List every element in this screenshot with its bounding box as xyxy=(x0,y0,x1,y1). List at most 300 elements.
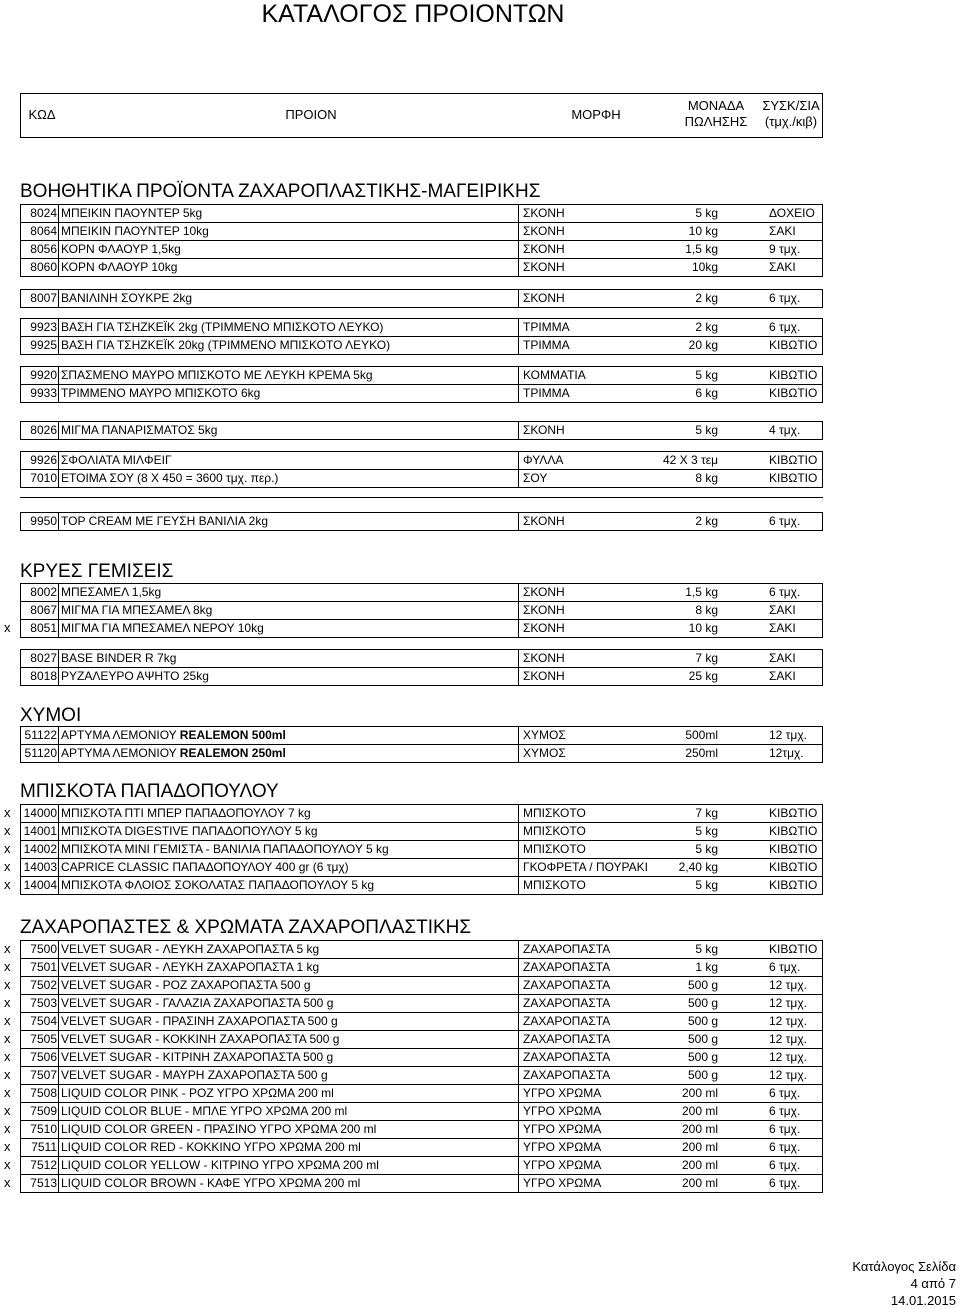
product-name-text: BASE BINDER R 7kg xyxy=(61,651,177,665)
product-pack: ΣΑΚΙ xyxy=(769,603,796,617)
table-row xyxy=(20,204,823,222)
row-marker: x xyxy=(4,941,11,956)
product-code: 8002 xyxy=(30,585,57,599)
product-pack: 12 τμχ. xyxy=(769,996,807,1010)
product-form: ΤΡΙΜΜΑ xyxy=(523,320,570,334)
header-unit-line1: ΜΟΝΑΔΑ xyxy=(687,98,745,113)
product-unit: 5 kg xyxy=(695,206,718,220)
product-pack: ΚΙΒΩΤΙΟ xyxy=(769,806,818,820)
row-marker: x xyxy=(4,1031,11,1046)
product-pack: 12 τμχ. xyxy=(769,1014,807,1028)
product-code: 8018 xyxy=(30,669,57,683)
product-form: ΣΚΟΝΗ xyxy=(523,603,565,617)
product-name-text: LIQUID COLOR GREEN - ΠΡΑΣΙΝΟ ΥΓΡΟ ΧΡΩΜΑ 200 ml xyxy=(61,1122,377,1136)
product-name xyxy=(61,337,390,354)
product-form: ΜΠΙΣΚΟΤΟ xyxy=(523,842,586,856)
product-name xyxy=(61,941,319,958)
row-marker: x xyxy=(4,1157,11,1172)
product-code: 7509 xyxy=(30,1104,57,1118)
product-code: 51120 xyxy=(24,746,57,760)
section-title-baking-aids: ΒΟΗΘΗΤΙΚΑ ΠΡΟΪΟΝΤΑ ΖΑΧΑΡΟΠΛΑΣΤΙΚΗΣ-ΜΑΓΕΙΡΙΚΗΣ xyxy=(20,181,541,202)
product-group xyxy=(20,204,823,277)
product-form: ΚΟΜΜΑΤΙΑ xyxy=(523,368,586,382)
product-name-text: VELVET SUGAR - ΠΡΑΣΙΝΗ ΖΑΧΑΡΟΠΑΣΤΑ 500 g xyxy=(61,1014,338,1028)
product-name xyxy=(61,1013,338,1030)
product-code: 8027 xyxy=(30,651,57,665)
product-unit: 8 kg xyxy=(695,471,718,485)
product-name-text: ΒΑΝΙΛΙΝΗ ΣΟΥΚΡΕ 2kg xyxy=(61,291,193,305)
column-divider xyxy=(518,1139,519,1156)
column-divider xyxy=(58,319,59,336)
product-name-text: ΜΙΓΜΑ ΓΙΑ ΜΠΕΣΑΜΕΛ ΝΕΡΟΥ 10kg xyxy=(61,621,264,635)
column-divider xyxy=(518,1157,519,1174)
column-divider xyxy=(518,513,519,530)
product-pack: ΚΙΒΩΤΙΟ xyxy=(769,942,818,956)
product-name-text: CAPRICE CLASSIC ΠΑΠΑΔΟΠΟΥΛΟΥ 400 gr (6 τμχ) xyxy=(61,860,349,874)
row-marker: x xyxy=(4,841,11,856)
table-row xyxy=(20,876,823,895)
table-row xyxy=(20,976,823,994)
row-marker: x xyxy=(4,805,11,820)
column-divider xyxy=(518,841,519,858)
product-form: ΣΚΟΝΗ xyxy=(523,224,565,238)
column-divider xyxy=(518,1067,519,1084)
product-group xyxy=(20,726,823,763)
product-pack: 6 τμχ. xyxy=(769,514,801,528)
product-code: 7503 xyxy=(30,996,57,1010)
product-code: 14000 xyxy=(23,806,57,820)
product-unit: 7 kg xyxy=(695,651,718,665)
product-name-text: ΣΦΟΛΙΑΤΑ ΜΙΛΦΕΙΓ xyxy=(61,453,172,467)
column-divider xyxy=(58,584,59,601)
product-unit: 500 g xyxy=(687,978,718,992)
product-code: 8007 xyxy=(30,291,57,305)
product-name-text: ΜΠΕΙΚΙΝ ΠΑΟΥΝΤΕΡ 10kg xyxy=(61,224,209,238)
product-pack: 6 τμχ. xyxy=(769,1086,801,1100)
table-row xyxy=(20,822,823,840)
product-name xyxy=(61,1103,347,1120)
product-name xyxy=(61,602,212,619)
product-name xyxy=(61,385,260,402)
column-divider xyxy=(58,650,59,667)
product-pack: 12 τμχ. xyxy=(769,1032,807,1046)
column-divider xyxy=(58,241,59,258)
column-divider xyxy=(518,941,519,958)
product-code: 7505 xyxy=(30,1032,57,1046)
product-unit: 1,5 kg xyxy=(685,585,718,599)
product-group xyxy=(20,583,823,638)
product-pack: 12 τμχ. xyxy=(769,728,807,742)
product-unit: 500 g xyxy=(687,996,718,1010)
product-unit: 200 ml xyxy=(681,1176,718,1190)
product-form: ΖΑΧΑΡΟΠΑΣΤΑ xyxy=(523,960,611,974)
table-row xyxy=(20,1156,823,1174)
section-title-juices: ΧΥΜΟΙ xyxy=(20,705,82,726)
column-divider xyxy=(58,859,59,876)
column-divider xyxy=(518,470,519,487)
product-name-brand: REALEMON 500ml xyxy=(179,728,286,742)
product-name xyxy=(61,745,286,762)
column-divider xyxy=(58,367,59,384)
product-group xyxy=(20,318,823,355)
product-name-text: ΜΠΙΣΚΟΤΑ DIGESTIVE ΠΑΠΑΔΟΠΟΥΛΟΥ 5 kg xyxy=(61,824,318,838)
product-form: ΖΑΧΑΡΟΠΑΣΤΑ xyxy=(523,1032,611,1046)
column-divider xyxy=(58,422,59,439)
product-form: ΣΚΟΝΗ xyxy=(523,291,565,305)
product-pack: 6 τμχ. xyxy=(769,960,801,974)
table-row xyxy=(20,512,823,531)
product-name xyxy=(61,513,268,530)
product-name xyxy=(61,859,349,876)
product-unit: 10 kg xyxy=(688,224,718,238)
product-name-text: ΣΠΑΣΜΕΝΟ ΜΑΥΡΟ ΜΠΙΣΚΟΤΟ ΜΕ ΛΕΥΚΗ ΚΡΕΜΑ 5kg xyxy=(61,368,373,382)
product-code: 14002 xyxy=(23,842,57,856)
product-pack: ΣΑΚΙ xyxy=(769,669,796,683)
product-name xyxy=(61,290,192,307)
product-name xyxy=(61,650,176,667)
product-code: 7507 xyxy=(30,1068,57,1082)
product-unit: 5 kg xyxy=(695,824,718,838)
table-row xyxy=(20,940,823,958)
table-row xyxy=(20,1120,823,1138)
row-marker: x xyxy=(4,1067,11,1082)
product-name xyxy=(61,1085,334,1102)
column-divider xyxy=(518,727,519,744)
table-row xyxy=(20,958,823,976)
product-form: ΖΑΧΑΡΟΠΑΣΤΑ xyxy=(523,978,611,992)
product-code: 9923 xyxy=(30,320,57,334)
product-form: ΤΡΙΜΜΑ xyxy=(523,338,570,352)
table-row xyxy=(20,1012,823,1030)
product-code: 7511 xyxy=(31,1140,57,1154)
product-unit: 500 g xyxy=(687,1014,718,1028)
row-marker: x xyxy=(4,1121,11,1136)
product-group xyxy=(20,512,823,531)
product-unit: 25 kg xyxy=(688,669,718,683)
product-group xyxy=(20,940,823,1193)
table-row xyxy=(20,258,823,277)
column-divider xyxy=(518,241,519,258)
product-code: 8051 xyxy=(30,621,57,635)
column-divider xyxy=(58,1103,59,1120)
product-group xyxy=(20,366,823,403)
product-name-text: ΑΡΤΥΜΑ ΛΕΜΟΝΙΟΥ xyxy=(61,746,180,760)
product-name xyxy=(61,1157,379,1174)
row-marker: x xyxy=(4,620,11,635)
product-pack: 6 τμχ. xyxy=(769,1176,801,1190)
column-divider xyxy=(518,1013,519,1030)
product-code: 7508 xyxy=(30,1086,57,1100)
column-divider xyxy=(58,1067,59,1084)
product-form: ΖΑΧΑΡΟΠΑΣΤΑ xyxy=(523,1014,611,1028)
product-name xyxy=(61,422,217,439)
product-pack: ΚΙΒΩΤΙΟ xyxy=(769,386,818,400)
product-name-text: ΜΠΙΣΚΟΤΑ ΜΙΝΙ ΓΕΜΙΣΤΑ - ΒΑΝΙΛΙΑ ΠΑΠΑΔΟΠΟΥΛΟΥ 5 kg xyxy=(61,842,389,856)
product-form: ΧΥΜΟΣ xyxy=(523,746,566,760)
row-marker: x xyxy=(4,1139,11,1154)
column-divider xyxy=(518,977,519,994)
header-pack-line1: ΣΥΣΚ/ΣΙΑ xyxy=(762,98,820,113)
product-name-text: VELVET SUGAR - ΛΕΥΚΗ ΖΑΧΑΡΟΠΑΣΤΑ 1 kg xyxy=(61,960,320,974)
footer-label: Κατάλογος Σελίδα xyxy=(852,1259,956,1274)
divider-rule xyxy=(20,497,823,498)
product-name-text: LIQUID COLOR BROWN - ΚΑΦΕ ΥΓΡΟ ΧΡΩΜΑ 200 ml xyxy=(61,1176,361,1190)
product-unit: 500 g xyxy=(687,1050,718,1064)
column-divider xyxy=(58,205,59,222)
product-name-text: LIQUID COLOR YELLOW - ΚΙΤΡΙΝΟ ΥΓΡΟ ΧΡΩΜΑ 200 ml xyxy=(61,1158,379,1172)
column-divider xyxy=(58,668,59,685)
product-pack: ΚΙΒΩΤΙΟ xyxy=(769,338,818,352)
column-divider xyxy=(518,259,519,276)
table-row xyxy=(20,1084,823,1102)
column-divider xyxy=(518,1175,519,1192)
table-header xyxy=(20,93,823,138)
column-divider xyxy=(58,259,59,276)
table-row xyxy=(20,649,823,667)
product-unit: 5 kg xyxy=(695,423,718,437)
product-unit: 2,40 kg xyxy=(678,860,718,874)
product-name xyxy=(61,259,177,276)
column-divider xyxy=(518,290,519,307)
column-divider xyxy=(518,805,519,822)
table-row xyxy=(20,451,823,469)
product-code: 8060 xyxy=(30,260,57,274)
column-divider xyxy=(518,337,519,354)
product-form: ΣΟΥ xyxy=(523,471,548,485)
column-divider xyxy=(58,1013,59,1030)
product-name xyxy=(61,1139,361,1156)
product-code: 7010 xyxy=(30,471,57,485)
column-divider xyxy=(518,584,519,601)
product-code: 14003 xyxy=(23,860,57,874)
table-row xyxy=(20,744,823,763)
product-unit: 8 kg xyxy=(695,603,718,617)
table-row xyxy=(20,240,823,258)
product-group xyxy=(20,804,823,895)
product-name xyxy=(61,319,383,336)
product-name xyxy=(61,977,311,994)
product-pack: 6 τμχ. xyxy=(769,291,801,305)
row-marker: x xyxy=(4,995,11,1010)
column-divider xyxy=(518,620,519,637)
product-form: ΥΓΡΟ ΧΡΩΜΑ xyxy=(523,1122,602,1136)
product-name-text: ΜΠΕΣΑΜΕΛ 1,5kg xyxy=(61,585,162,599)
product-unit: 500ml xyxy=(685,728,718,742)
product-form: ΥΓΡΟ ΧΡΩΜΑ xyxy=(523,1104,602,1118)
product-group xyxy=(20,649,823,686)
product-name-text: VELVET SUGAR - ΓΑΛΑΖΙΑ ΖΑΧΑΡΟΠΑΣΤΑ 500 g xyxy=(61,996,334,1010)
product-pack: 6 τμχ. xyxy=(769,1140,801,1154)
product-name-text: ΒΑΣΗ ΓΙΑ ΤΣΗΖΚΕΪΚ 20kg (ΤΡΙΜΜΕΝΟ ΜΠΙΣΚΟΤΟ ΛΕΥΚΟ) xyxy=(61,338,391,352)
column-divider xyxy=(58,452,59,469)
product-name-text: ΒΑΣΗ ΓΙΑ ΤΣΗΖΚΕΪΚ 2kg (ΤΡΙΜΜΕΝΟ ΜΠΙΣΚΟΤΟ ΛΕΥΚΟ) xyxy=(61,320,384,334)
product-code: 8026 xyxy=(30,423,57,437)
product-unit: 1 kg xyxy=(695,960,718,974)
footer-page-number: 4 από 7 xyxy=(910,1276,956,1291)
table-row xyxy=(20,318,823,336)
product-name xyxy=(61,959,319,976)
column-divider xyxy=(518,422,519,439)
product-pack: 12τμχ. xyxy=(769,746,804,760)
product-group xyxy=(20,421,823,440)
product-name-text: ΜΠΙΣΚΟΤΑ ΦΛΟΙΟΣ ΣΟΚΟΛΑΤΑΣ ΠΑΠΑΔΟΠΟΥΛΟΥ 5 kg xyxy=(61,878,375,892)
product-form: ΖΑΧΑΡΟΠΑΣΤΑ xyxy=(523,942,611,956)
product-unit: 6 kg xyxy=(695,386,718,400)
product-code: 7506 xyxy=(30,1050,57,1064)
page-footer xyxy=(852,1258,956,1309)
product-unit: 200 ml xyxy=(681,1140,718,1154)
column-divider xyxy=(58,805,59,822)
product-code: 7513 xyxy=(30,1176,57,1190)
product-form: ΣΚΟΝΗ xyxy=(523,260,565,274)
product-name-text: VELVET SUGAR - ΚΟΚΚΙΝΗ ΖΑΧΑΡΟΠΑΣΤΑ 500 g xyxy=(61,1032,340,1046)
product-pack: 12 τμχ. xyxy=(769,1050,807,1064)
column-divider xyxy=(518,452,519,469)
column-divider xyxy=(58,470,59,487)
column-divider xyxy=(58,385,59,402)
column-divider xyxy=(58,977,59,994)
column-divider xyxy=(58,1175,59,1192)
footer-date: 14.01.2015 xyxy=(890,1293,956,1308)
table-row xyxy=(20,1138,823,1156)
column-divider xyxy=(518,205,519,222)
product-unit: 500 g xyxy=(687,1032,718,1046)
product-name xyxy=(61,205,202,222)
product-form: ΜΠΙΣΚΟΤΟ xyxy=(523,806,586,820)
section-title-cold-fillings: ΚΡΥΕΣ ΓΕΜΙΣΕΙΣ xyxy=(20,561,174,582)
column-divider xyxy=(518,602,519,619)
product-unit: 10kg xyxy=(691,260,718,274)
product-code: 8067 xyxy=(30,603,57,617)
table-row xyxy=(20,1030,823,1048)
product-unit: 200 ml xyxy=(681,1122,718,1136)
product-name xyxy=(61,823,318,840)
column-divider xyxy=(518,877,519,894)
product-unit: 200 ml xyxy=(681,1158,718,1172)
row-marker: x xyxy=(4,977,11,992)
product-name-text: ΜΙΓΜΑ ΠΑΝΑΡΙΣΜΑΤΟΣ 5kg xyxy=(61,423,218,437)
row-marker: x xyxy=(4,1175,11,1190)
product-pack: ΚΙΒΩΤΙΟ xyxy=(769,368,818,382)
product-pack: ΚΙΒΩΤΙΟ xyxy=(769,842,818,856)
product-name-text: ΤΡΙΜΜΕΝΟ ΜΑΥΡΟ ΜΠΙΣΚΟΤΟ 6kg xyxy=(61,386,261,400)
product-name-text: ΚΟΡΝ ΦΛΑΟΥΡ 1,5kg xyxy=(61,242,181,256)
product-code: 9933 xyxy=(30,386,57,400)
product-name xyxy=(61,1031,339,1048)
column-divider xyxy=(518,1031,519,1048)
product-code: 7500 xyxy=(30,942,57,956)
product-name-text: VELVET SUGAR - ΛΕΥΚΗ ΖΑΧΑΡΟΠΑΣΤΑ 5 kg xyxy=(61,942,320,956)
product-code: 9920 xyxy=(30,368,57,382)
column-divider xyxy=(58,1085,59,1102)
product-name xyxy=(61,1175,360,1192)
product-code: 7510 xyxy=(30,1122,57,1136)
column-divider xyxy=(58,290,59,307)
product-pack: ΣΑΚΙ xyxy=(769,651,796,665)
product-pack: ΚΙΒΩΤΙΟ xyxy=(769,471,818,485)
product-form: ΥΓΡΟ ΧΡΩΜΑ xyxy=(523,1176,602,1190)
column-divider xyxy=(58,513,59,530)
row-marker: x xyxy=(4,1013,11,1028)
product-pack: ΔΟΧΕΙΟ xyxy=(769,206,815,220)
product-name-text: LIQUID COLOR PINK - ΡΟΖ ΥΓΡΟ ΧΡΩΜΑ 200 ml xyxy=(61,1086,334,1100)
column-divider xyxy=(58,941,59,958)
product-pack: 6 τμχ. xyxy=(769,1158,801,1172)
product-pack: 6 τμχ. xyxy=(769,1104,801,1118)
product-code: 7502 xyxy=(30,978,57,992)
column-divider xyxy=(518,668,519,685)
table-row xyxy=(20,840,823,858)
column-divider xyxy=(518,319,519,336)
column-divider xyxy=(58,620,59,637)
product-pack: 6 τμχ. xyxy=(769,1122,801,1136)
product-unit: 1,5 kg xyxy=(685,242,718,256)
product-pack: 12 τμχ. xyxy=(769,978,807,992)
product-code: 7504 xyxy=(30,1014,57,1028)
column-divider xyxy=(58,1157,59,1174)
column-divider xyxy=(58,995,59,1012)
product-name xyxy=(61,452,172,469)
product-unit: 5 kg xyxy=(695,842,718,856)
product-unit: 10 kg xyxy=(688,621,718,635)
product-name xyxy=(61,1049,333,1066)
product-name-text: ΑΡΤΥΜΑ ΛΕΜΟΝΙΟΥ xyxy=(61,728,180,742)
product-form: ΣΚΟΝΗ xyxy=(523,206,565,220)
product-form: ΦΥΛΛΑ xyxy=(523,453,564,467)
product-name xyxy=(61,470,278,487)
product-form: ΖΑΧΑΡΟΠΑΣΤΑ xyxy=(523,1068,611,1082)
table-row xyxy=(20,336,823,355)
product-name xyxy=(61,1121,376,1138)
product-code: 8064 xyxy=(30,224,57,238)
header-code: ΚΩΔ xyxy=(28,107,56,122)
column-divider xyxy=(58,959,59,976)
table-row xyxy=(20,1048,823,1066)
column-divider xyxy=(518,367,519,384)
column-divider xyxy=(58,727,59,744)
product-code: 8024 xyxy=(30,206,57,220)
column-divider xyxy=(58,1031,59,1048)
product-name-text: TOP CREAM ΜΕ ΓΕΥΣΗ ΒΑΝΙΛΙΑ 2kg xyxy=(61,514,268,528)
header-form: ΜΟΡΦΗ xyxy=(571,107,621,122)
product-form: ΥΓΡΟ ΧΡΩΜΑ xyxy=(523,1086,602,1100)
product-name-brand: REALEMON 250ml xyxy=(179,746,286,760)
product-name xyxy=(61,727,286,744)
product-code: 7501 xyxy=(30,960,57,974)
product-unit: 2 kg xyxy=(695,320,718,334)
product-form: ΓΚΟΦΡΕΤΑ / ΠΟΥΡΑΚΙ xyxy=(523,860,649,874)
product-name-text: ΜΙΓΜΑ ΓΙΑ ΜΠΕΣΑΜΕΛ 8kg xyxy=(61,603,213,617)
product-pack: ΚΙΒΩΤΙΟ xyxy=(769,860,818,874)
row-marker: x xyxy=(4,959,11,974)
table-row xyxy=(20,289,823,308)
column-divider xyxy=(58,1121,59,1138)
column-divider xyxy=(58,877,59,894)
product-form: ΜΠΙΣΚΟΤΟ xyxy=(523,878,586,892)
product-form: ΖΑΧΑΡΟΠΑΣΤΑ xyxy=(523,996,611,1010)
product-name-text: ΚΟΡΝ ΦΛΑΟΥΡ 10kg xyxy=(61,260,178,274)
row-marker: x xyxy=(4,1049,11,1064)
product-code: 7512 xyxy=(30,1158,57,1172)
product-name-text: ΜΠΕΙΚΙΝ ΠΑΟΥΝΤΕΡ 5kg xyxy=(61,206,203,220)
column-divider xyxy=(58,823,59,840)
table-row xyxy=(20,421,823,440)
product-code: 9925 xyxy=(30,338,57,352)
product-unit: 7 kg xyxy=(695,806,718,820)
column-divider xyxy=(518,1103,519,1120)
page-title: ΚΑΤΑΛΟΓΟΣ ΠΡΟΙΟΝΤΩΝ xyxy=(261,0,565,28)
product-code: 51122 xyxy=(24,728,57,742)
